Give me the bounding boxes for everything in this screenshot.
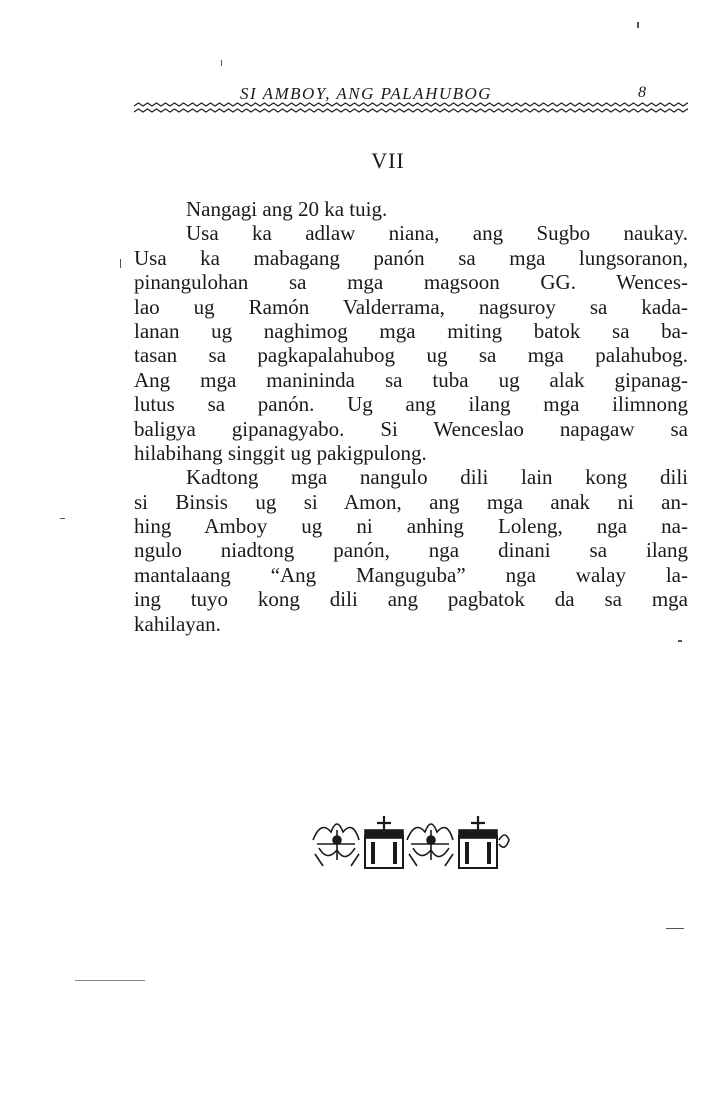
text-line: lutus sa panón. Ug ang ilang mga ilimnong xyxy=(134,392,688,417)
text-line: baligya gipanagyabo. Si Wenceslao napagaw sa xyxy=(134,416,688,441)
text-line: Nangagi ang 20 ka tuig. xyxy=(186,197,388,221)
paragraph xyxy=(134,221,688,465)
text-line: Usa ka adlaw niana, ang Sugbo naukay. xyxy=(186,221,688,246)
running-title: SI AMBOY, ANG PALAHUBOG xyxy=(240,84,493,103)
text-line: ing tuyo kong dili ang pagbatok da sa mga xyxy=(134,587,688,612)
text-line: mantalaang “Ang Manguguba” nga walay la- xyxy=(134,562,688,587)
text-line: hing Amboy ug ni anhing Loleng, nga na- xyxy=(134,514,688,539)
text-line: Kadtong mga nangulo dili lain kong dili xyxy=(186,465,688,490)
text-line: lao ug Ramón Valderrama, nagsuroy sa kada- xyxy=(134,294,688,319)
text-line: si Binsis ug si Amon, ang mga anak ni an- xyxy=(134,489,688,514)
scan-speck xyxy=(60,518,65,519)
text-line: kahilayan. xyxy=(134,611,221,636)
scan-speck xyxy=(678,640,682,642)
text-line: Usa ka mabagang panón sa mga lungsoranon, xyxy=(134,245,688,270)
text-line: tasan sa pagkapalahubog ug sa mga palahubog. xyxy=(134,343,688,368)
body-text xyxy=(134,197,688,636)
scan-speck xyxy=(637,22,639,28)
wavy-rule-divider xyxy=(134,102,688,116)
scan-speck xyxy=(75,980,145,981)
paragraph xyxy=(134,465,688,636)
text-line: hilabihang singgit ug pakigpulong. xyxy=(134,440,427,465)
scan-speck xyxy=(666,928,684,929)
text-line: ngulo niadtong panón, nga dinani sa ilang xyxy=(134,538,688,563)
text-line: lanan ug naghimog mga miting batok sa ba- xyxy=(134,318,688,343)
scan-speck xyxy=(221,60,222,66)
scan-speck xyxy=(120,259,121,268)
paragraph xyxy=(134,197,688,221)
text-line: Ang mga manininda sa tuba ug alak gipanag- xyxy=(134,367,688,392)
page-number: 8 xyxy=(638,84,646,101)
floral-vignette-icon xyxy=(307,810,511,870)
chapter-heading: VII xyxy=(371,148,405,173)
text-line: pinangulohan sa mga magsoon GG. Wences- xyxy=(134,270,688,295)
